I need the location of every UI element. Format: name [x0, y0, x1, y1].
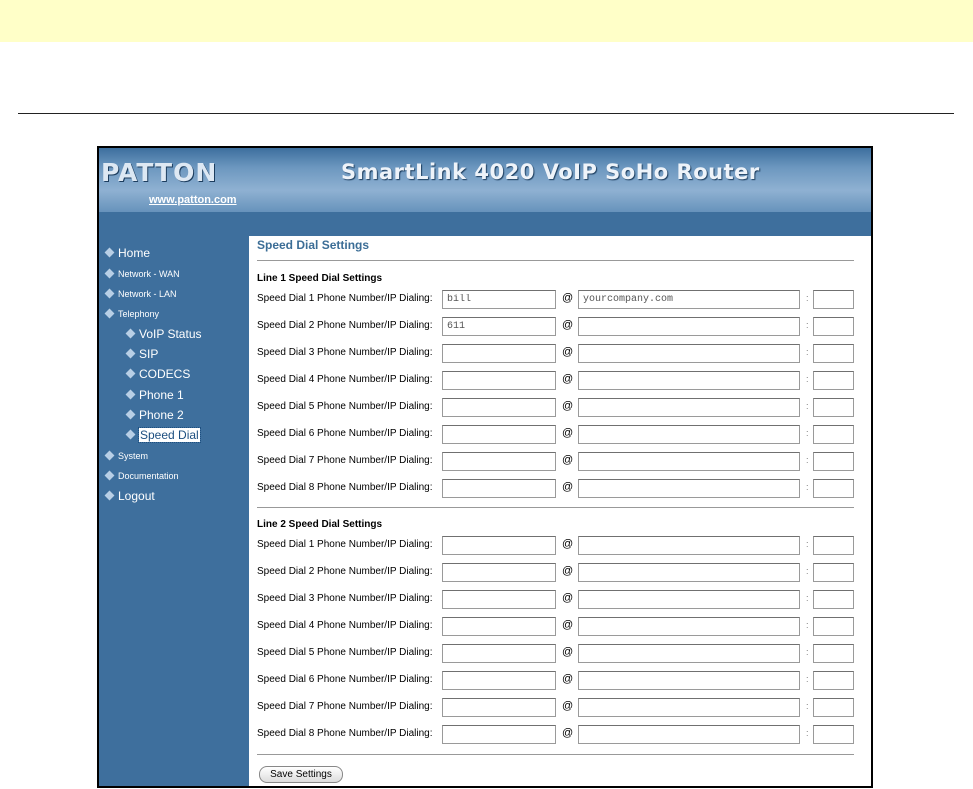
- speed-dial-number-input[interactable]: [442, 536, 556, 555]
- footer-divider: [257, 754, 854, 755]
- port-separator: :: [806, 320, 809, 330]
- port-separator: :: [806, 455, 809, 465]
- diamond-bullet-icon: [126, 430, 136, 440]
- speed-dial-host-input[interactable]: [578, 479, 800, 498]
- speed-dial-host-input[interactable]: [578, 452, 800, 471]
- speed-dial-number-input[interactable]: [442, 590, 556, 609]
- speed-dial-number-input[interactable]: [442, 344, 556, 363]
- at-sign: @: [562, 646, 574, 658]
- speed-dial-row: [249, 344, 871, 364]
- at-sign: @: [562, 538, 574, 550]
- speed-dial-port-input[interactable]: [813, 536, 854, 555]
- speed-dial-row: [249, 452, 871, 472]
- diamond-bullet-icon: [105, 451, 115, 461]
- nav-item-logout[interactable]: Logout: [106, 489, 155, 503]
- port-separator: :: [806, 701, 809, 711]
- speed-dial-row: [249, 398, 871, 418]
- speed-dial-port-input[interactable]: [813, 563, 854, 582]
- speed-dial-label: Speed Dial 7 Phone Number/IP Dialing:: [257, 701, 433, 712]
- speed-dial-row: [249, 617, 871, 637]
- nav-item-system[interactable]: System: [106, 451, 148, 461]
- speed-dial-label: Speed Dial 4 Phone Number/IP Dialing:: [257, 620, 433, 631]
- patton-website-link[interactable]: www.patton.com: [149, 194, 237, 206]
- speed-dial-host-input[interactable]: [578, 344, 800, 363]
- port-separator: :: [806, 674, 809, 684]
- port-separator: :: [806, 539, 809, 549]
- speed-dial-port-input[interactable]: [813, 671, 854, 690]
- port-separator: :: [806, 728, 809, 738]
- speed-dial-label: Speed Dial 8 Phone Number/IP Dialing:: [257, 482, 433, 493]
- speed-dial-row: [249, 698, 871, 718]
- speed-dial-number-input[interactable]: [442, 671, 556, 690]
- speed-dial-host-input[interactable]: [578, 644, 800, 663]
- speed-dial-port-input[interactable]: [813, 590, 854, 609]
- nav-item-documentation[interactable]: Documentation: [106, 471, 179, 481]
- nav-item-codecs[interactable]: CODECS: [127, 367, 190, 381]
- nav-item-home[interactable]: Home: [106, 246, 150, 260]
- section-divider: [257, 507, 854, 508]
- speed-dial-host-input[interactable]: [578, 425, 800, 444]
- diamond-bullet-icon: [126, 349, 136, 359]
- at-sign: @: [562, 454, 574, 466]
- speed-dial-port-input[interactable]: [813, 698, 854, 717]
- port-separator: :: [806, 482, 809, 492]
- speed-dial-port-input[interactable]: [813, 725, 854, 744]
- nav-item-sip[interactable]: SIP: [127, 347, 158, 361]
- at-sign: @: [562, 373, 574, 385]
- at-sign: @: [562, 292, 574, 304]
- speed-dial-host-input[interactable]: [578, 290, 800, 309]
- speed-dial-host-input[interactable]: [578, 563, 800, 582]
- page-title: Speed Dial Settings: [257, 238, 370, 252]
- at-sign: @: [562, 700, 574, 712]
- speed-dial-label: Speed Dial 8 Phone Number/IP Dialing:: [257, 728, 433, 739]
- speed-dial-number-input[interactable]: [442, 317, 556, 336]
- speed-dial-host-input[interactable]: [578, 371, 800, 390]
- save-settings-button[interactable]: Save Settings: [259, 766, 343, 783]
- nav-item-telephony[interactable]: Telephony: [106, 309, 159, 319]
- speed-dial-row: [249, 536, 871, 556]
- at-sign: @: [562, 346, 574, 358]
- banner-band: [99, 212, 871, 236]
- speed-dial-label: Speed Dial 5 Phone Number/IP Dialing:: [257, 647, 433, 658]
- at-sign: @: [562, 481, 574, 493]
- diamond-bullet-icon: [126, 410, 136, 420]
- at-sign: @: [562, 619, 574, 631]
- diamond-bullet-icon: [105, 269, 115, 279]
- speed-dial-port-input[interactable]: [813, 371, 854, 390]
- speed-dial-label: Speed Dial 3 Phone Number/IP Dialing:: [257, 593, 433, 604]
- diamond-bullet-icon: [105, 289, 115, 299]
- speed-dial-label: Speed Dial 7 Phone Number/IP Dialing:: [257, 455, 433, 466]
- speed-dial-host-input[interactable]: [578, 536, 800, 555]
- speed-dial-number-input[interactable]: [442, 617, 556, 636]
- port-separator: :: [806, 374, 809, 384]
- speed-dial-label: Speed Dial 6 Phone Number/IP Dialing:: [257, 428, 433, 439]
- speed-dial-host-input[interactable]: [578, 398, 800, 417]
- speed-dial-host-input[interactable]: [578, 671, 800, 690]
- speed-dial-row: [249, 590, 871, 610]
- speed-dial-row: [249, 479, 871, 499]
- speed-dial-row: [249, 290, 871, 310]
- nav-item-speed-dial[interactable]: Speed Dial: [127, 428, 200, 442]
- speed-dial-port-input[interactable]: [813, 644, 854, 663]
- speed-dial-number-input[interactable]: [442, 479, 556, 498]
- speed-dial-number-input[interactable]: [442, 698, 556, 717]
- diamond-bullet-icon: [126, 390, 136, 400]
- top-highlight-bar: [0, 0, 973, 42]
- speed-dial-number-input[interactable]: [442, 725, 556, 744]
- at-sign: @: [562, 400, 574, 412]
- speed-dial-port-input[interactable]: [813, 617, 854, 636]
- port-separator: :: [806, 620, 809, 630]
- port-separator: :: [806, 566, 809, 576]
- nav-item-phone-2[interactable]: Phone 2: [127, 408, 184, 422]
- at-sign: @: [562, 592, 574, 604]
- speed-dial-number-input[interactable]: [442, 425, 556, 444]
- at-sign: @: [562, 427, 574, 439]
- at-sign: @: [562, 319, 574, 331]
- nav-item-voip-status[interactable]: VoIP Status: [127, 327, 202, 341]
- speed-dial-port-input[interactable]: [813, 398, 854, 417]
- port-separator: :: [806, 428, 809, 438]
- router-web-ui: [97, 146, 873, 788]
- speed-dial-label: Speed Dial 1 Phone Number/IP Dialing:: [257, 293, 433, 304]
- speed-dial-row: [249, 371, 871, 391]
- banner: [99, 148, 871, 236]
- speed-dial-number-input[interactable]: [442, 371, 556, 390]
- at-sign: @: [562, 727, 574, 739]
- speed-dial-host-input[interactable]: [578, 617, 800, 636]
- at-sign: @: [562, 673, 574, 685]
- speed-dial-number-input[interactable]: [442, 290, 556, 309]
- line2-section-title: Line 2 Speed Dial Settings: [257, 519, 383, 530]
- at-sign: @: [562, 565, 574, 577]
- diamond-bullet-icon: [126, 369, 136, 379]
- port-separator: :: [806, 593, 809, 603]
- speed-dial-host-input[interactable]: [578, 590, 800, 609]
- speed-dial-row: [249, 563, 871, 583]
- patton-logo: PATTON: [101, 158, 218, 187]
- diamond-bullet-icon: [105, 471, 115, 481]
- speed-dial-number-input[interactable]: [442, 452, 556, 471]
- speed-dial-port-input[interactable]: [813, 479, 854, 498]
- diamond-bullet-icon: [126, 329, 136, 339]
- speed-dial-port-input[interactable]: [813, 290, 854, 309]
- port-separator: :: [806, 401, 809, 411]
- speed-dial-row: [249, 725, 871, 745]
- speed-dial-label: Speed Dial 6 Phone Number/IP Dialing:: [257, 674, 433, 685]
- port-separator: :: [806, 647, 809, 657]
- speed-dial-port-input[interactable]: [813, 317, 854, 336]
- title-divider: [257, 260, 854, 261]
- speed-dial-row: [249, 317, 871, 337]
- speed-dial-host-input[interactable]: [578, 725, 800, 744]
- speed-dial-host-input[interactable]: [578, 317, 800, 336]
- speed-dial-label: Speed Dial 3 Phone Number/IP Dialing:: [257, 347, 433, 358]
- speed-dial-port-input[interactable]: [813, 452, 854, 471]
- sidebar-nav: [99, 236, 249, 788]
- speed-dial-host-input[interactable]: [578, 698, 800, 717]
- nav-item-network-lan[interactable]: Network - LAN: [106, 289, 177, 299]
- main-content: [249, 236, 871, 788]
- speed-dial-number-input[interactable]: [442, 644, 556, 663]
- speed-dial-number-input[interactable]: [442, 398, 556, 417]
- speed-dial-row: [249, 671, 871, 691]
- line1-section-title: Line 1 Speed Dial Settings: [257, 273, 383, 284]
- speed-dial-label: Speed Dial 5 Phone Number/IP Dialing:: [257, 401, 433, 412]
- diamond-bullet-icon: [105, 248, 115, 258]
- speed-dial-port-input[interactable]: [813, 425, 854, 444]
- page-divider: [18, 113, 954, 114]
- speed-dial-label: Speed Dial 4 Phone Number/IP Dialing:: [257, 374, 433, 385]
- speed-dial-row: [249, 425, 871, 445]
- nav-item-network-wan[interactable]: Network - WAN: [106, 269, 180, 279]
- speed-dial-number-input[interactable]: [442, 563, 556, 582]
- diamond-bullet-icon: [105, 491, 115, 501]
- speed-dial-label: Speed Dial 2 Phone Number/IP Dialing:: [257, 320, 433, 331]
- speed-dial-label: Speed Dial 1 Phone Number/IP Dialing:: [257, 539, 433, 550]
- nav-item-phone-1[interactable]: Phone 1: [127, 388, 184, 402]
- diamond-bullet-icon: [105, 309, 115, 319]
- port-separator: :: [806, 347, 809, 357]
- speed-dial-port-input[interactable]: [813, 344, 854, 363]
- speed-dial-row: [249, 644, 871, 664]
- speed-dial-label: Speed Dial 2 Phone Number/IP Dialing:: [257, 566, 433, 577]
- product-title: SmartLink 4020 VoIP SoHo Router: [341, 160, 760, 184]
- port-separator: :: [806, 293, 809, 303]
